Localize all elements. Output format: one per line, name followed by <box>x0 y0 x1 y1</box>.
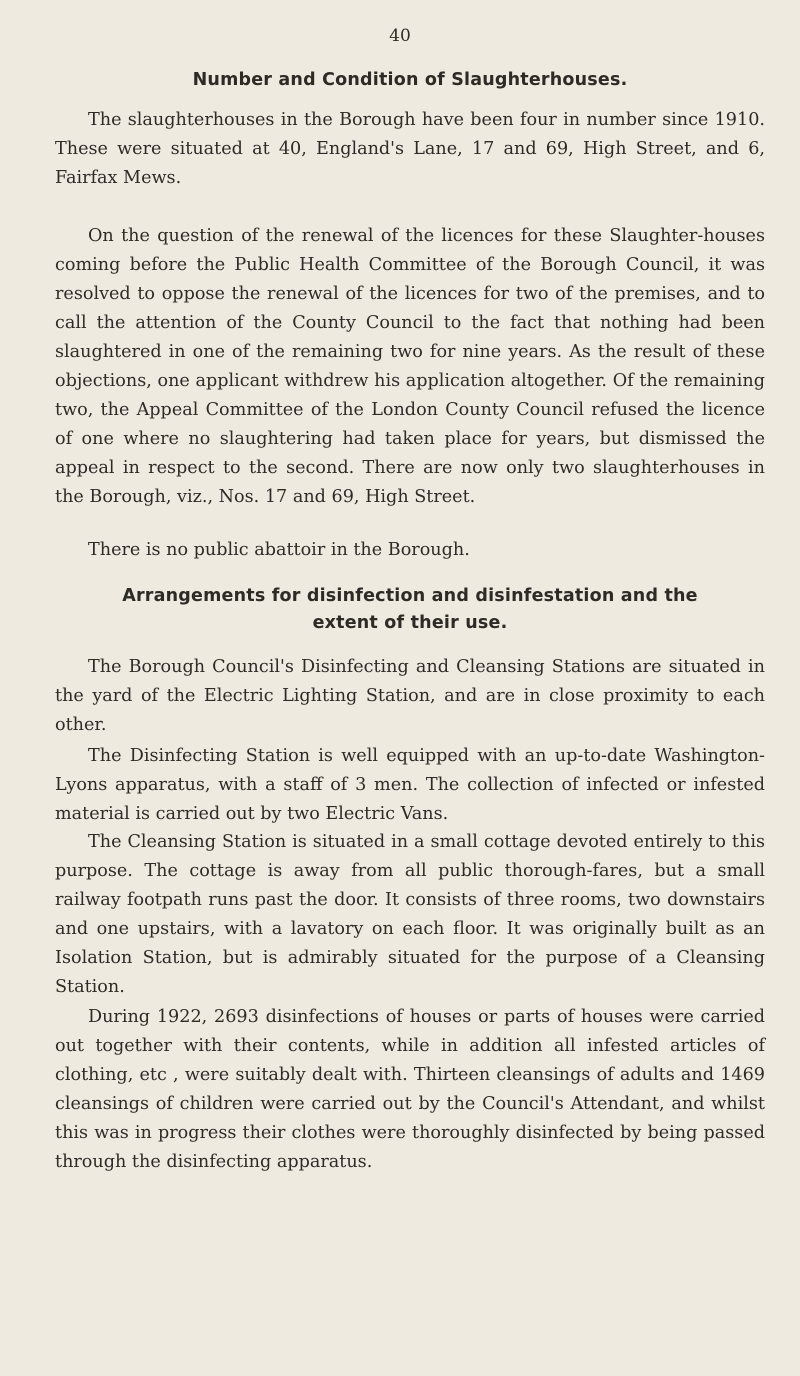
paragraph: The Borough Council's Disinfecting and Cleansing Stations are situated in the yard of the Electric Lighting Station, and are in close proximity to each other. <box>55 657 765 735</box>
paragraph: The Disinfecting Station is well equipped with an up-to-date Washington-Lyons apparatus, with a staff of 3 men. The collection of infected or infested material is carried out by two Electric Vans. <box>55 746 765 824</box>
page-number: 40 <box>389 26 411 46</box>
section-heading-slaughterhouses: Number and Condition of Slaughterhouses. <box>192 70 628 90</box>
paragraph: During 1922, 2693 disinfections of houses or parts of houses were carried out together with their contents, while in addition all infested articles of clothing, etc , were suitably dealt with. Thirteen cleansings of adults and 1469 cleansings of children were carried out by the Council's Attendant, and whilst this was in progress their clothes were thoroughly disinfected by being passed through the disinfecting apparatus. <box>55 1007 765 1172</box>
paragraph: There is no public abattoir in the Borough. <box>88 540 470 560</box>
section-heading-disinfection: Arrangements for disinfection and disinfestation and the extent of their use. <box>122 586 698 633</box>
paragraph: The Cleansing Station is situated in a small cottage devoted entirely to this purpose. The cottage is away from all public thorough-fares, but a small railway footpath runs past the door. It consists of three rooms, two downstairs and one upstairs, with a lavatory on each floor. It was originally built as an Isolation Station, but is admirably situated for the purpose of a Cleansing Station. <box>55 832 765 997</box>
paragraph: On the question of the renewal of the licences for these Slaughter-houses coming before the Public Health Committee of the Borough Council, it was resolved to oppose the renewal of the licences for two of the premises, and to call the attention of the County Council to the fact that nothing had been slaughtered in one of the remaining two for nine years. As the result of these objections, one applicant withdrew his application altogether. Of the remaining two, the Appeal Committee of the London County Council refused the licence of one where no slaughtering had taken place for years, but dismissed the appeal in respect to the second. There are now only two slaughterhouses in the Borough, viz., Nos. 17 and 69, High Street. <box>55 226 765 507</box>
paragraph: The slaughterhouses in the Borough have been four in number since 1910. These were situated at 40, England's Lane, 17 and 69, High Street, and 6, Fairfax Mews. <box>55 110 765 188</box>
